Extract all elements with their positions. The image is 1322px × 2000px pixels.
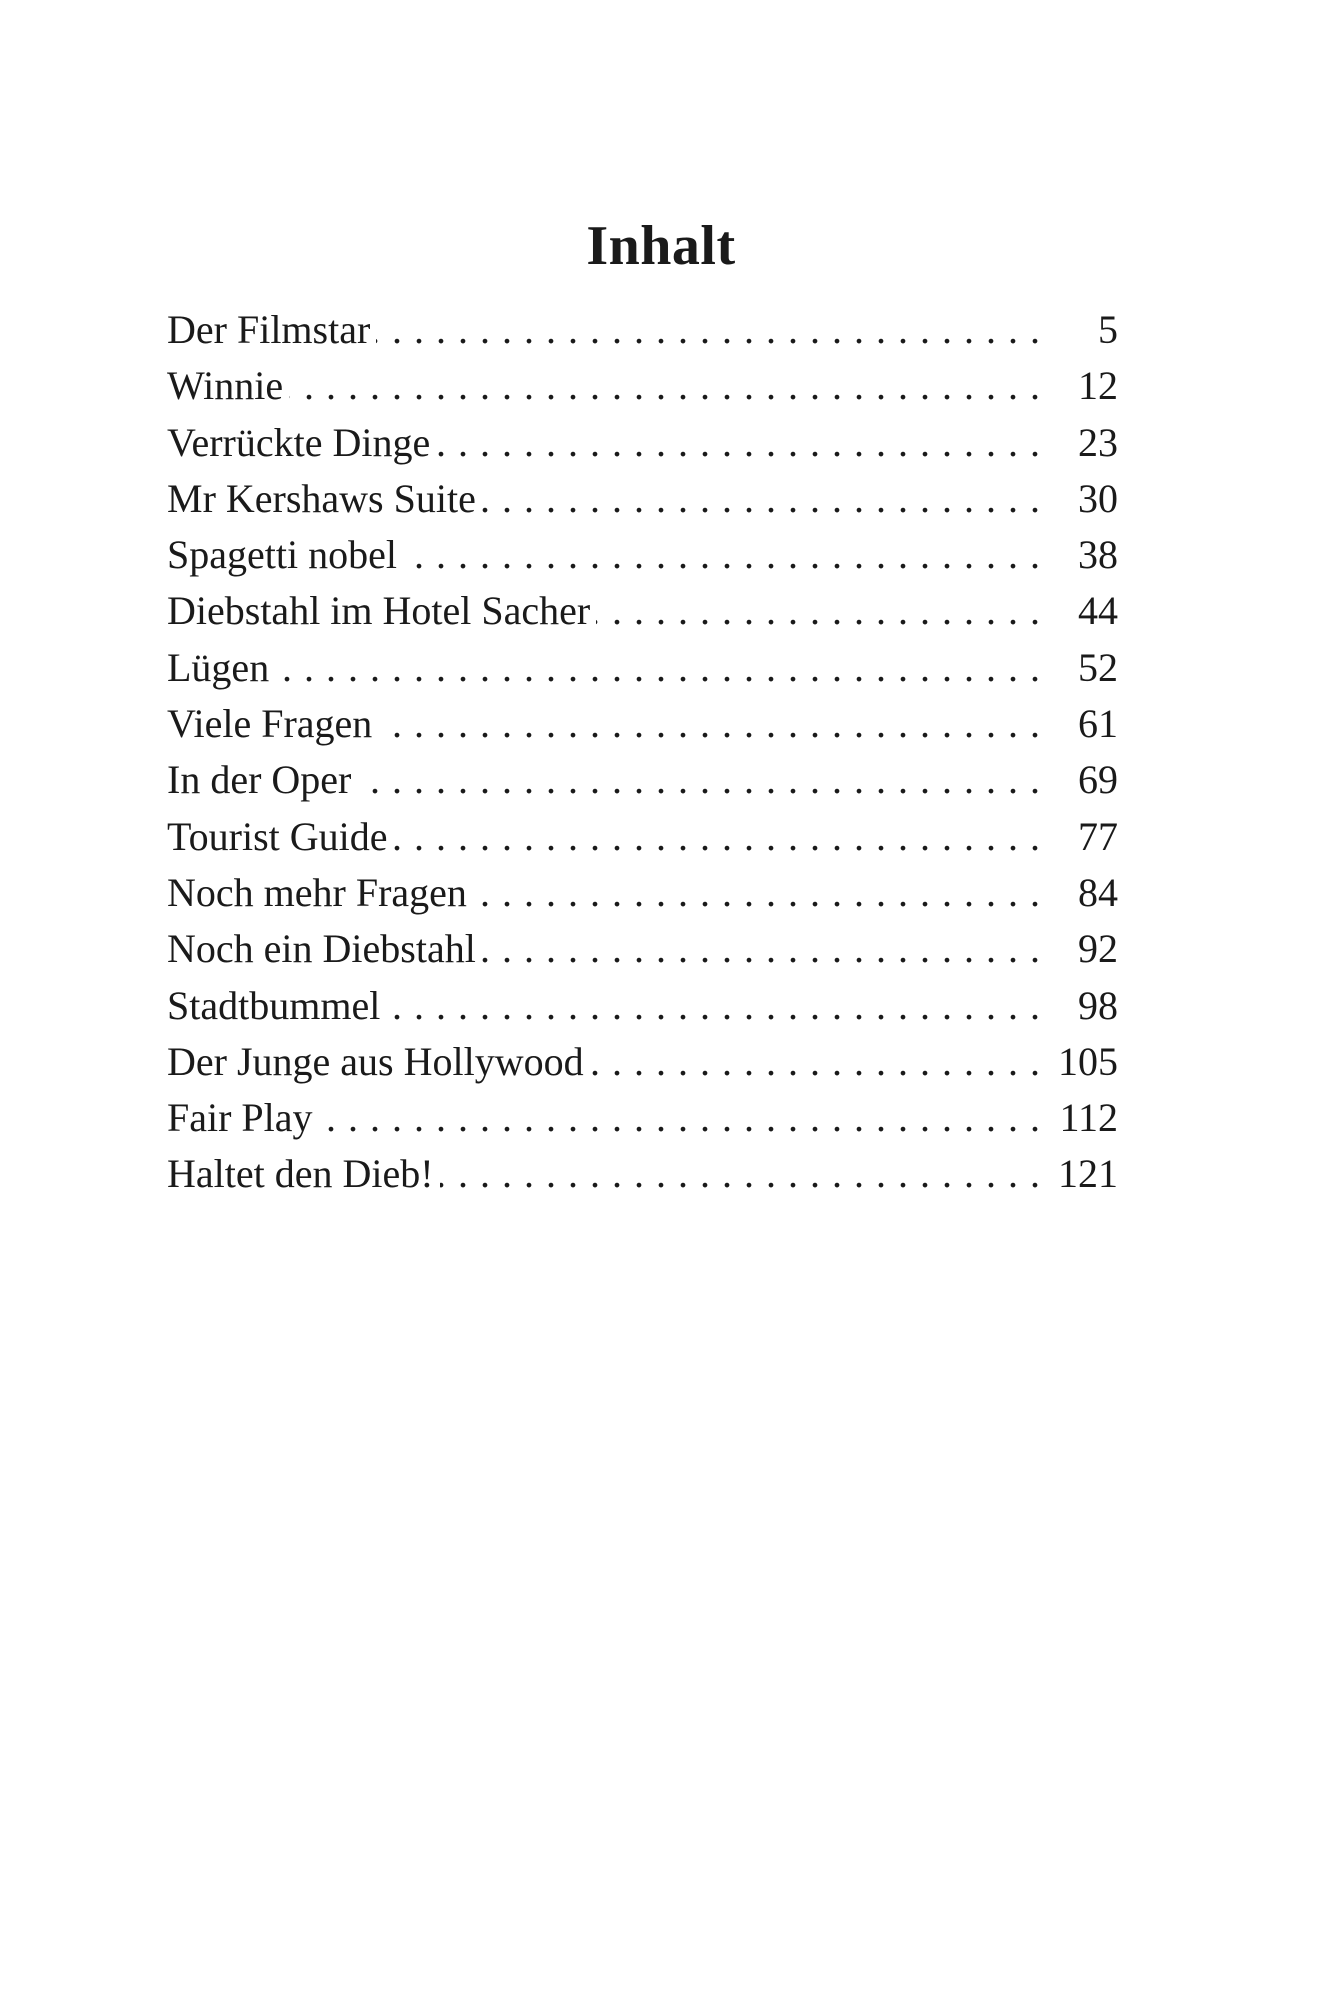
toc-entry-title: Noch mehr Fragen [167,869,467,915]
toc-entry-title: In der Oper [167,757,352,803]
toc-dot-leader [386,978,1046,1034]
toc-entry [167,471,1118,527]
toc-entry-title: Haltet den Dieb! [167,1151,434,1197]
toc-entry-title: Noch ein Diebstahl [167,926,476,972]
toc-entry [167,809,1118,865]
toc-dot-leader [482,471,1046,527]
toc-entry-page: 84 [1078,869,1118,915]
toc-entry-title: Fair Play [167,1095,313,1141]
toc-dot-leader [319,1090,1046,1146]
toc-entry [167,1034,1118,1090]
toc-entry [167,1090,1118,1146]
toc-entry [167,527,1118,583]
toc-entry [167,752,1118,808]
toc-entry [167,921,1118,977]
toc-entry-title: Der Filmstar [167,307,371,352]
toc-dot-leader [357,752,1046,808]
toc-entry [167,358,1118,414]
toc-dot-leader [394,809,1046,865]
toc-entry [167,978,1118,1034]
toc-entry [167,865,1118,921]
toc-entry [167,640,1118,696]
toc-entry-page: 112 [1059,1095,1118,1141]
toc-entry-title: Tourist Guide [167,813,388,859]
toc-entry-title: Lügen [167,644,270,690]
toc-dot-leader [482,921,1046,977]
toc-dot-leader [596,583,1046,639]
toc-entry-title: Spagetti nobel [167,532,397,578]
toc-entry [167,302,1118,358]
toc-dot-leader [275,640,1046,696]
toc-entry-page: 23 [1078,419,1118,465]
toc-entry-title: Viele Fragen [167,701,373,747]
toc-dot-leader [473,865,1046,921]
toc-entry [167,1146,1118,1202]
toc-dot-leader [403,527,1046,583]
toc-entry-page: 38 [1078,532,1118,578]
toc-entry-title: Mr Kershaws Suite [167,475,476,521]
toc-entry-page: 12 [1078,363,1118,409]
toc-entry-title: Winnie [167,363,284,409]
toc-entry-page: 30 [1078,475,1118,521]
toc-entry-page: 61 [1078,701,1118,747]
toc-entry-page: 121 [1058,1151,1118,1197]
page-title: Inhalt [586,214,736,277]
toc-entry-title: Der Junge aus Hollywood [167,1038,584,1084]
toc-entry [167,415,1118,471]
toc-entry [167,583,1118,639]
toc-entry-page: 92 [1078,926,1118,972]
toc-entry-page: 98 [1078,982,1118,1028]
toc-dot-leader [436,415,1046,471]
toc-entry-page: 105 [1058,1038,1118,1084]
toc-entry-page: 44 [1078,588,1118,634]
table-of-contents [167,302,1118,1203]
toc-dot-leader [376,302,1046,358]
toc-entry-title: Diebstahl im Hotel Sacher [167,588,591,634]
toc-entry-page: 77 [1078,813,1118,859]
toc-entry-page: 5 [1098,307,1118,352]
toc-dot-leader [378,696,1046,752]
toc-entry-title: Verrückte Dinge [167,419,431,465]
toc-entry-page: 69 [1078,757,1118,803]
toc-dot-leader [289,358,1046,414]
toc-entry [167,696,1118,752]
toc-dot-leader [440,1146,1046,1202]
toc-entry-page: 52 [1078,644,1118,690]
toc-entry-title: Stadtbummel [167,982,381,1028]
toc-dot-leader [590,1034,1046,1090]
